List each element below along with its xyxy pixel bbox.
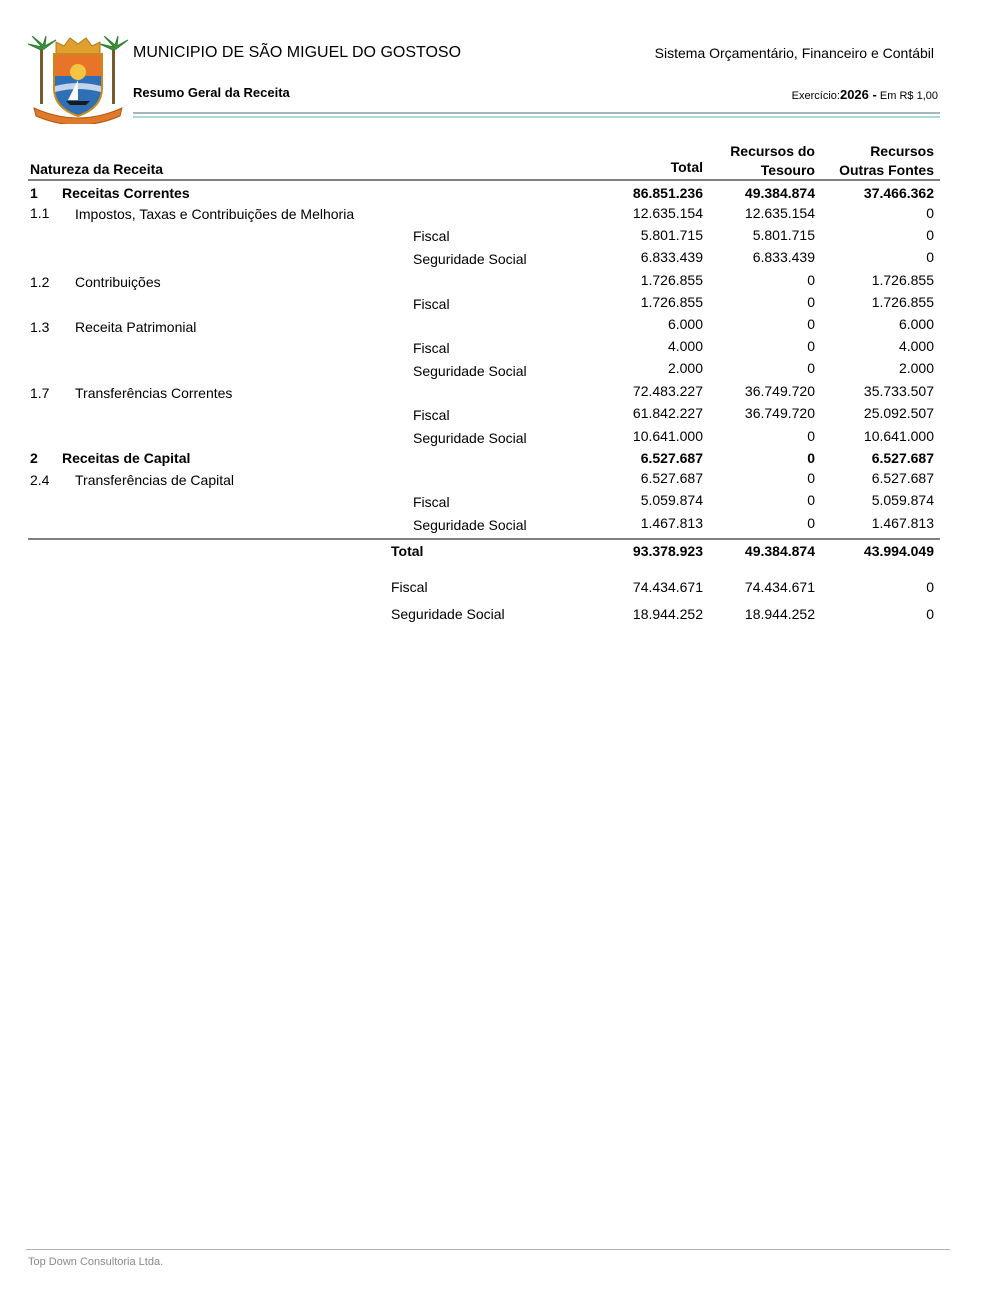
- table-row: [0, 515, 1000, 535]
- currency-note: Em R$ 1,00: [879, 90, 938, 102]
- column-header-outras-line1: Recursos: [870, 143, 934, 159]
- column-header-total: Total: [670, 159, 703, 175]
- row-total: 6.833.439: [640, 249, 703, 265]
- row-tesouro: 0: [807, 316, 815, 332]
- row-total: 1.467.813: [640, 515, 703, 531]
- row-total: 6.527.687: [640, 450, 703, 466]
- totals-tesouro: 49.384.874: [744, 543, 815, 559]
- table-row: [0, 405, 1000, 425]
- table-row: [0, 470, 1000, 490]
- palm-tree-left-icon: [28, 36, 56, 104]
- totals-tesouro: 74.434.671: [744, 579, 815, 595]
- row-total: 5.059.874: [640, 492, 703, 508]
- totals-outras: 43.994.049: [863, 543, 934, 559]
- row-code: 1.7: [30, 385, 50, 401]
- row-outras: 0: [926, 205, 934, 221]
- table-row: [0, 360, 1000, 380]
- column-header-natureza: Natureza da Receita: [30, 161, 164, 177]
- totals-outras: 0: [926, 579, 934, 595]
- header-divider-accent: [133, 116, 940, 118]
- row-outras: 5.059.874: [871, 492, 934, 508]
- totals-label: Total: [391, 543, 424, 559]
- totals-label: Seguridade Social: [391, 606, 505, 622]
- row-code: 2: [30, 450, 38, 466]
- municipality-name: MUNICIPIO DE SÃO MIGUEL DO GOSTOSO: [133, 44, 462, 61]
- table-row: [0, 316, 1000, 336]
- report-title: Resumo Geral da Receita: [133, 85, 290, 100]
- table-row: [0, 205, 1000, 225]
- row-total: 12.635.154: [632, 205, 703, 221]
- row-outras: 0: [926, 227, 934, 243]
- row-outras: 25.092.507: [863, 405, 934, 421]
- row-outras: 1.467.813: [871, 515, 934, 531]
- table-row: [0, 272, 1000, 292]
- row-description: Contribuições: [75, 274, 161, 290]
- row-description: Receitas Correntes: [62, 185, 190, 201]
- row-total: 4.000: [667, 338, 703, 354]
- row-outras: 6.000: [898, 316, 934, 332]
- row-tesouro: 0: [807, 360, 815, 376]
- row-subcategory: Fiscal: [413, 494, 450, 510]
- row-tesouro: 6.833.439: [752, 249, 815, 265]
- row-subcategory: Fiscal: [413, 340, 450, 356]
- row-outras: 6.527.687: [871, 450, 934, 466]
- totals-label: Fiscal: [391, 579, 428, 595]
- totals-total: 18.944.252: [632, 606, 703, 622]
- exercicio-info: [792, 87, 938, 102]
- row-tesouro: 0: [807, 492, 815, 508]
- exercicio-year: 2026 -: [839, 87, 877, 102]
- row-tesouro: 5.801.715: [752, 227, 815, 243]
- row-total: 72.483.227: [632, 383, 703, 399]
- system-name: Sistema Orçamentário, Financeiro e Contábil: [654, 45, 934, 61]
- column-header-outras-line2: Outras Fontes: [839, 162, 934, 178]
- row-outras: 10.641.000: [863, 428, 934, 444]
- table-row: [0, 492, 1000, 512]
- row-total: 2.000: [667, 360, 703, 376]
- crown-icon: [56, 38, 100, 54]
- column-header-outras: [820, 142, 934, 180]
- row-total: 1.726.855: [640, 294, 703, 310]
- exercicio-label: Exercício:: [791, 90, 840, 102]
- row-description: Transferências de Capital: [75, 472, 235, 488]
- totals-total: 74.434.671: [632, 579, 703, 595]
- row-outras: 0: [926, 249, 934, 265]
- row-outras: 1.726.855: [871, 272, 934, 288]
- row-total: 6.527.687: [640, 470, 703, 486]
- row-tesouro: 0: [807, 515, 815, 531]
- totals-rule: [28, 538, 940, 540]
- row-subcategory: Seguridade Social: [413, 430, 527, 446]
- row-subcategory: Fiscal: [413, 228, 450, 244]
- column-header-tesouro-line2: Tesouro: [760, 162, 815, 178]
- row-total: 86.851.236: [632, 185, 703, 201]
- row-subcategory: Seguridade Social: [413, 517, 527, 533]
- row-tesouro: 0: [807, 272, 815, 288]
- table-row: [0, 185, 1000, 205]
- row-outras: 1.726.855: [871, 294, 934, 310]
- palm-tree-right-icon: [100, 36, 128, 104]
- row-outras: 37.466.362: [863, 185, 934, 201]
- row-code: 1: [30, 185, 38, 201]
- row-outras: 6.527.687: [871, 470, 934, 486]
- row-total: 10.641.000: [632, 428, 703, 444]
- row-tesouro: 36.749.720: [744, 383, 815, 399]
- row-total: 5.801.715: [640, 227, 703, 243]
- row-tesouro: 0: [807, 470, 815, 486]
- totals-row: [0, 543, 1000, 563]
- table-row: [0, 383, 1000, 403]
- column-header-tesouro-line1: Recursos do: [730, 143, 815, 159]
- row-total: 1.726.855: [640, 272, 703, 288]
- totals-row: [0, 579, 1000, 599]
- table-header-rule: [28, 179, 940, 181]
- row-tesouro: 0: [807, 450, 815, 466]
- row-subcategory: Fiscal: [413, 296, 450, 312]
- table-row: [0, 227, 1000, 247]
- row-subcategory: Seguridade Social: [413, 363, 527, 379]
- row-outras: 4.000: [898, 338, 934, 354]
- totals-tesouro: 18.944.252: [744, 606, 815, 622]
- totals-total: 93.378.923: [632, 543, 703, 559]
- table-row: [0, 294, 1000, 314]
- row-description: Transferências Correntes: [75, 385, 233, 401]
- row-tesouro: 49.384.874: [744, 185, 815, 201]
- row-code: 1.3: [30, 319, 50, 335]
- row-total: 61.842.227: [632, 405, 703, 421]
- row-tesouro: 0: [807, 428, 815, 444]
- row-code: 2.4: [30, 472, 50, 488]
- row-subcategory: Fiscal: [413, 407, 450, 423]
- row-tesouro: 0: [807, 338, 815, 354]
- row-total: 6.000: [667, 316, 703, 332]
- row-tesouro: 36.749.720: [744, 405, 815, 421]
- table-row: [0, 249, 1000, 269]
- row-code: 1.1: [30, 205, 50, 221]
- row-subcategory: Seguridade Social: [413, 251, 527, 267]
- row-description: Receita Patrimonial: [75, 319, 197, 335]
- row-outras: 35.733.507: [863, 383, 934, 399]
- column-header-tesouro: [700, 142, 815, 180]
- footer-company: Top Down Consultoria Ltda.: [28, 1256, 164, 1268]
- table-row: [0, 450, 1000, 470]
- row-description: Receitas de Capital: [62, 450, 191, 466]
- header-divider: [133, 112, 940, 114]
- table-row: [0, 338, 1000, 358]
- row-tesouro: 12.635.154: [744, 205, 815, 221]
- totals-row: [0, 606, 1000, 626]
- row-code: 1.2: [30, 274, 50, 290]
- table-row: [0, 428, 1000, 448]
- row-outras: 2.000: [898, 360, 934, 376]
- totals-outras: 0: [926, 606, 934, 622]
- footer-divider: [26, 1249, 950, 1250]
- row-tesouro: 0: [807, 294, 815, 310]
- municipality-coat-of-arms-logo: [28, 36, 128, 124]
- row-description: Impostos, Taxas e Contribuições de Melhoria: [75, 206, 355, 222]
